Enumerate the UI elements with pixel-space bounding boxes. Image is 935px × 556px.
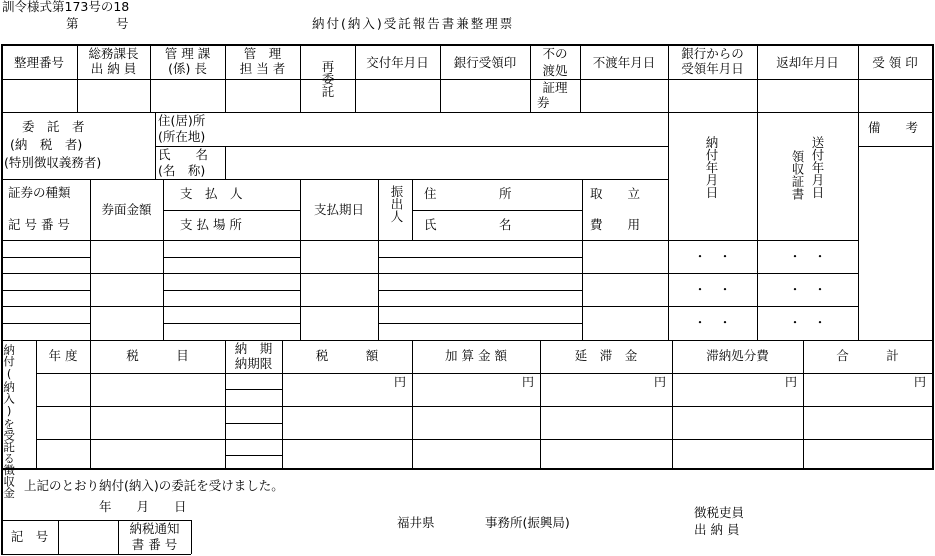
jusho-label: 住 所 <box>424 186 512 201</box>
yen-unit: 円 <box>394 375 407 389</box>
shiharainin-label: 支 払 人 <box>180 186 243 201</box>
date-dots: ・ ・ <box>788 282 827 297</box>
date-dots: ・ ・ <box>693 315 732 330</box>
header-funo-4: 券 <box>537 95 550 110</box>
kijitsu-label: 支払期日 <box>313 202 364 217</box>
header-funo-1: 不の <box>542 46 568 61</box>
shouken-shurui-label: 証券の種類 <box>8 185 71 200</box>
shiharai-basho-label: 支 払 場 所 <box>180 217 242 232</box>
yen-unit: 円 <box>522 375 535 389</box>
yen-unit: 円 <box>654 375 667 389</box>
address-label-2: (所在地) <box>158 129 206 144</box>
header-seiri-bangou: 整理番号 <box>13 55 64 70</box>
date-dots: ・ ・ <box>693 249 732 264</box>
footer-date: 年 月 日 <box>99 499 187 514</box>
header-saiitaku: 再委託 <box>320 60 335 98</box>
official-label-2: 出 納 員 <box>694 522 740 537</box>
date-dots: ・ ・ <box>788 315 827 330</box>
zeigaku-label: 税 額 <box>315 348 379 363</box>
yen-unit: 円 <box>914 375 927 389</box>
noufu-date-label: 納付年月日 <box>704 136 719 199</box>
header-tanto-1: 管 理 <box>243 46 282 61</box>
header-funo-2: 渡処 <box>542 63 568 78</box>
itakusha-label-3: (特別徴収義務者) <box>4 155 102 170</box>
entai-label: 延 滞 金 <box>574 348 638 363</box>
header-juryo-in: 受 領 印 <box>872 55 918 70</box>
kasan-label: 加 算 金 額 <box>445 348 507 363</box>
header-ginko-kara-2: 受領年月日 <box>681 61 744 76</box>
official-label-1: 徴税吏員 <box>694 505 745 520</box>
address-label-1: 住(居)所 <box>158 113 206 128</box>
taino-label: 滞納処分費 <box>706 348 769 363</box>
footer-statement: 上記のとおり納付(納入)の委託を受けました。 <box>24 478 284 493</box>
date-dots: ・ ・ <box>788 249 827 264</box>
header-soumu-1: 総務課長 <box>88 46 139 61</box>
office-label: 事務所(振興局) <box>485 515 570 530</box>
prefecture-label: 福井県 <box>397 515 435 530</box>
kigou-bangou-label: 記 号 番 号 <box>8 217 70 232</box>
number-line: 第 号 <box>66 16 129 31</box>
header-kanri-1: 管 理 課 <box>164 46 211 61</box>
date-dots: ・ ・ <box>693 282 732 297</box>
goukei-label: 合 計 <box>836 348 899 363</box>
header-ginko-kara-1: 銀行からの <box>681 46 744 61</box>
kenmen-label: 券面金額 <box>101 202 152 217</box>
header-funo-3: 証理 <box>542 80 568 95</box>
header-soumu-2: 出 納 員 <box>90 61 137 76</box>
zeimoku-label: 税 目 <box>126 348 189 363</box>
name-label-1: 氏 名 <box>158 147 209 162</box>
tsuchi-label-2: 書 番 号 <box>131 537 178 552</box>
bikou-label: 備 考 <box>868 120 919 135</box>
itakusha-label-2: (納 税 者) <box>10 137 83 152</box>
form-number: 訓令様式第173号の18 <box>2 0 130 14</box>
ryoushuu-label-2: 送付年月日 <box>810 136 825 199</box>
nouki-label-2: 納期限 <box>234 356 273 371</box>
header-fuwatari: 不渡年月日 <box>592 55 656 70</box>
nouzei-side-label: 納付(納入)を受託る徴収金 <box>2 344 17 499</box>
header-tanto-2: 担 当 者 <box>239 61 286 76</box>
header-ginko-juryo: 銀行受領印 <box>453 55 517 70</box>
ryoushuu-label-1: 領収証書 <box>790 150 805 200</box>
header-kanri-2: (係) 長 <box>168 61 207 76</box>
furidashinin-label: 振出人 <box>389 185 404 223</box>
hiyou-label: 費 用 <box>590 217 641 232</box>
shimei-label: 氏 名 <box>424 217 512 232</box>
header-henkyaku: 返却年月日 <box>776 55 839 70</box>
nendo-label: 年 度 <box>48 348 78 363</box>
nouki-label-1: 納 期 <box>234 341 273 356</box>
tsuchi-label-1: 納税通知 <box>129 521 180 536</box>
yen-unit: 円 <box>785 375 798 389</box>
toritate-label: 取 立 <box>590 186 641 201</box>
itakusha-label-1: 委 託 者 <box>22 119 85 134</box>
kigou-label: 記 号 <box>10 529 49 544</box>
page-title: 納付(納入)受託報告書兼整理票 <box>312 16 515 31</box>
header-koufu: 交付年月日 <box>366 55 429 70</box>
name-label-2: (名 称) <box>158 163 206 178</box>
